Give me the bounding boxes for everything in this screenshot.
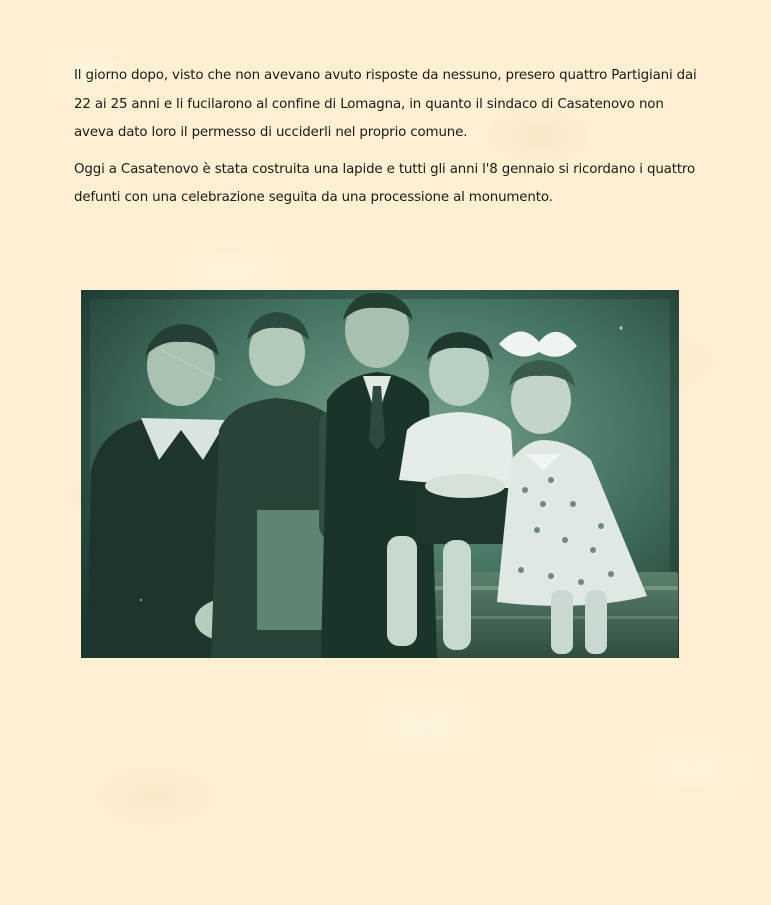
paragraph-2: Oggi a Casatenovo è stata costruita una lapide e tutti gli anni l'8 gennaio si ricordano i quattro defunti con una celebrazione seguita da una processione al monumento. <box>74 161 696 206</box>
text-block <box>74 62 704 221</box>
family-photo-icon <box>81 290 679 658</box>
paragraph-1: Il giorno dopo, visto che non avevano avuto risposte da nessuno, presero quattro Partigiani dai 22 ai 25 anni e li fucilarono al confine di Lomagna, in quanto il sindaco di Casatenovo non aveva dato loro il permesso di ucciderli nel proprio comune. <box>74 68 697 141</box>
family-photo <box>81 290 679 658</box>
